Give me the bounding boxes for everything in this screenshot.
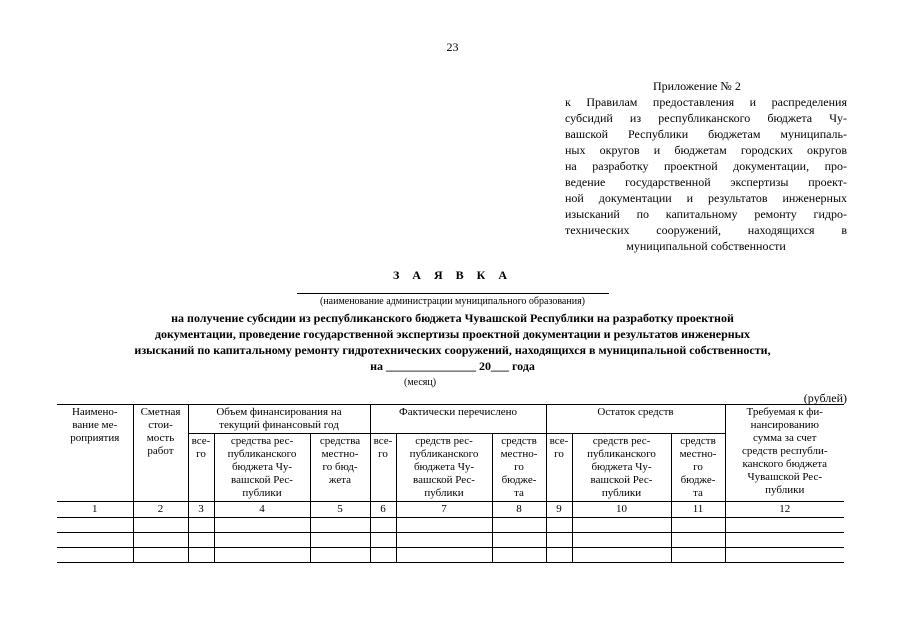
column-number: 6	[370, 502, 396, 518]
header-cost: Сметная стои- мость работ	[133, 405, 188, 502]
table-cell	[671, 533, 725, 548]
table-cell	[310, 548, 370, 563]
purpose-line: на _______________ 20___ года	[370, 359, 535, 373]
table-cell	[396, 548, 492, 563]
appendix-title: Приложение № 2	[653, 79, 741, 93]
table-cell	[492, 533, 546, 548]
column-number-row	[57, 502, 844, 518]
request-table	[57, 404, 844, 563]
purpose-line: на получение субсидии из республиканского бюджета Чувашской Республики на разработку проектной	[171, 311, 734, 325]
subheader-total: все- го	[546, 434, 572, 502]
appendix-line: субсидий из республиканского бюджета Чу-	[565, 111, 847, 125]
subheader-local: средств местно- го бюдже- та	[671, 434, 725, 502]
table-cell	[396, 518, 492, 533]
column-number: 2	[133, 502, 188, 518]
table-cell	[492, 548, 546, 563]
table-cell	[572, 533, 671, 548]
units-label: (рублей)	[803, 391, 847, 405]
table-cell	[133, 548, 188, 563]
column-number: 11	[671, 502, 725, 518]
table-cell	[725, 533, 844, 548]
column-number: 5	[310, 502, 370, 518]
column-number: 12	[725, 502, 844, 518]
purpose-text	[40, 310, 865, 374]
table-cell	[546, 518, 572, 533]
subheader-local: средств местно- го бюдже- та	[492, 434, 546, 502]
column-number: 4	[214, 502, 310, 518]
table-cell	[396, 533, 492, 548]
table-header-row	[57, 405, 844, 434]
table-cell	[188, 518, 214, 533]
table-cell	[57, 518, 133, 533]
header-name: Наимено- вание ме- роприятия	[57, 405, 133, 502]
column-number: 7	[396, 502, 492, 518]
purpose-line: документации, проведение государственной экспертизы проектной документации и результатов инженерных	[154, 327, 751, 341]
column-number: 3	[188, 502, 214, 518]
appendix-line: ных округов и бюджетам городских округов	[565, 143, 847, 157]
subheader-total: все- го	[188, 434, 214, 502]
table-cell	[572, 548, 671, 563]
subheader-local: средства местно- го бюд- жета	[310, 434, 370, 502]
subheader-republic: средств рес- публиканского бюджета Чу- вашской Рес- публики	[572, 434, 671, 502]
appendix-text	[565, 94, 847, 254]
table-cell	[725, 548, 844, 563]
appendix-line: к Правилам предоставления и распределения	[565, 95, 847, 109]
table-cell	[188, 533, 214, 548]
admin-name-caption: (наименование администрации муниципального образования)	[319, 296, 586, 307]
admin-name-line	[297, 293, 609, 294]
table-cell	[188, 548, 214, 563]
table-cell	[214, 548, 310, 563]
subheader-republic: средств рес- публиканского бюджета Чу- вашской Рес- публики	[396, 434, 492, 502]
month-caption: (месяц)	[404, 377, 437, 388]
page-number: 23	[446, 40, 459, 54]
table-row	[57, 533, 844, 548]
table-cell	[133, 533, 188, 548]
table-cell	[370, 518, 396, 533]
table-cell	[546, 548, 572, 563]
table-cell	[310, 518, 370, 533]
table-cell	[370, 548, 396, 563]
appendix-line: муниципальной собственности	[626, 239, 786, 253]
column-number: 9	[546, 502, 572, 518]
column-number: 8	[492, 502, 546, 518]
appendix-line: на разработку проектной документации, про-	[565, 159, 847, 173]
table-cell	[671, 518, 725, 533]
table-cell	[370, 533, 396, 548]
appendix-line: изысканий по капитальному ремонту гидро-	[565, 207, 847, 221]
table-cell	[57, 548, 133, 563]
appendix-line: ной документации и результатов инженерных	[565, 191, 847, 205]
purpose-line: изысканий по капитальному ремонту гидротехнических сооружений, находящихся в муниципальной собственности,	[134, 343, 771, 357]
header-rest: Остаток средств	[546, 405, 725, 434]
table-cell	[572, 518, 671, 533]
table-cell	[492, 518, 546, 533]
table-cell	[310, 533, 370, 548]
header-required: Требуемая к фи- нансированию сумма за счет средств республи- канского бюджета Чувашской Рес- публики	[725, 405, 844, 502]
table-cell	[671, 548, 725, 563]
header-volume: Объем финансирования на текущий финансовый год	[188, 405, 370, 434]
appendix-line: ведение государственной экспертизы проект-	[565, 175, 847, 189]
table-row	[57, 518, 844, 533]
document-title: З А Я В К А	[392, 268, 513, 282]
column-number: 10	[572, 502, 671, 518]
column-number: 1	[57, 502, 133, 518]
table-cell	[133, 518, 188, 533]
appendix-line: вашской Республики бюджетам муниципаль-	[565, 127, 847, 141]
appendix-line: технических сооружений, находящихся в	[565, 223, 847, 237]
subheader-total: все- го	[370, 434, 396, 502]
subheader-republic: средства рес- публиканского бюджета Чу- вашской Рес- публики	[214, 434, 310, 502]
table-cell	[214, 533, 310, 548]
table-cell	[725, 518, 844, 533]
header-fact: Фактически перечислено	[370, 405, 546, 434]
table-row	[57, 548, 844, 563]
table-cell	[57, 533, 133, 548]
table-cell	[546, 533, 572, 548]
table-cell	[214, 518, 310, 533]
